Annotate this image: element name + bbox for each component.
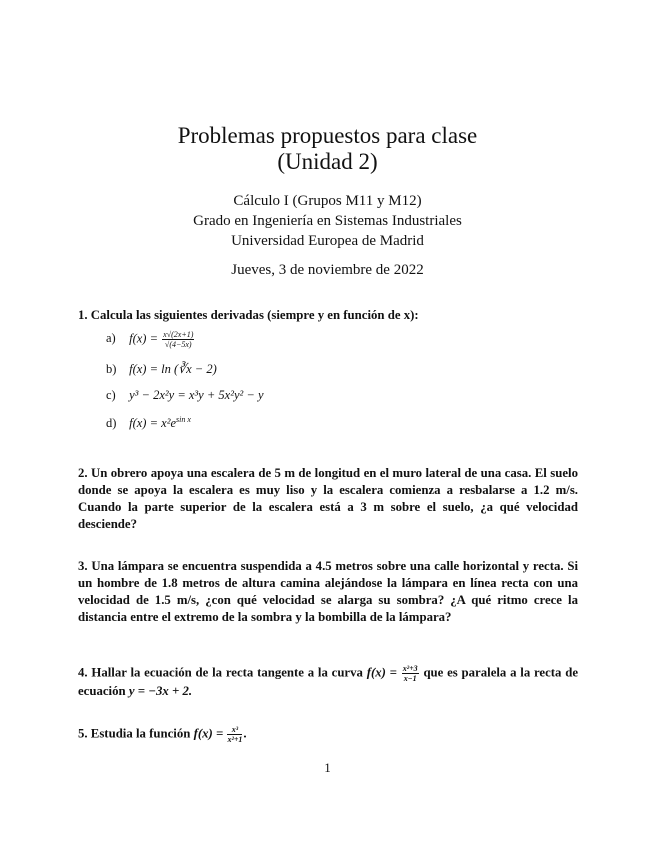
problem-4-fraction bbox=[402, 664, 419, 683]
document-date: Jueves, 3 de noviembre de 2022 bbox=[231, 262, 424, 278]
problem-4-text-before: 4. Hallar la ecuación de la recta tangente a la curva bbox=[78, 665, 367, 680]
item-d-lhs: f(x) = x²e bbox=[129, 416, 176, 431]
problem-4-text-after: que es paralela a la recta de ecuación bbox=[78, 665, 579, 698]
page-number: 1 bbox=[324, 760, 331, 775]
item-a-fraction bbox=[162, 330, 194, 349]
degree-name: Grado en Ingeniería en Sistemas Industriales bbox=[193, 213, 462, 229]
problem-5-text-before: 5. Estudia la función bbox=[78, 726, 194, 741]
problem-2-statement: 2. Un obrero apoya una escalera de 5 m de longitud en el muro lateral de una casa. El suelo donde se apoya la escalera es muy liso y la escalera comienza a resbalarse a 1.2 m/s. Cuando la parte superior de la escalera está a 3 m sobre el suelo, ¿a qué velocidad desciende? bbox=[78, 466, 578, 531]
item-a-lhs: f(x) = bbox=[129, 331, 162, 346]
problem-5-statement bbox=[78, 725, 578, 744]
item-label: a) bbox=[106, 331, 116, 346]
item-label: d) bbox=[106, 416, 117, 431]
item-label: b) bbox=[106, 362, 117, 376]
university-name: Universidad Europea de Madrid bbox=[231, 233, 424, 249]
item-c-expression: y³ − 2x²y = x³y + 5x²y² − y bbox=[129, 388, 264, 402]
problem-5-fraction bbox=[227, 725, 242, 744]
problem-4-denominator: x−1 bbox=[403, 674, 417, 683]
title-line-2: (Unidad 2) bbox=[277, 149, 378, 174]
problem-5-denominator: x²+1 bbox=[227, 735, 243, 744]
problem-1-statement: 1. Calcula las siguientes derivadas (siempre y en función de x): bbox=[78, 308, 419, 322]
problem-4-function-lhs: f(x) = bbox=[366, 665, 401, 680]
item-a-denominator: √(4−5x) bbox=[164, 340, 192, 349]
problem-5-function-lhs: f(x) = bbox=[193, 726, 227, 741]
problem-3-statement: 3. Una lámpara se encuentra suspendida a 4.5 metros sobre una calle horizontal y recta. Si un hombre de 1.8 metros de altura camina alejándose la lámpara en línea recta con una velocidad de 1.5 m/s, ¿con qué velocidad se alarga su sombra? ¿A qué ritmo crece la distancia entre el extremo de la sombra y la bombilla de la lámpara? bbox=[78, 559, 578, 624]
problem-5-numerator: x³ bbox=[227, 725, 242, 735]
course-name: Cálculo I (Grupos M11 y M12) bbox=[233, 193, 422, 209]
problem-4-statement bbox=[78, 664, 578, 700]
problem-5-text-after: . bbox=[243, 726, 247, 741]
problem-1-item-a bbox=[106, 330, 195, 349]
problem-1-item-b bbox=[106, 361, 217, 377]
problem-4-line-equation: y = −3x + 2. bbox=[128, 684, 193, 698]
item-label: c) bbox=[106, 388, 116, 402]
problem-1-item-c bbox=[106, 387, 264, 403]
item-b-expression: f(x) = ln (∛x − 2) bbox=[129, 362, 217, 376]
problem-1-item-d bbox=[106, 412, 191, 431]
item-d-exponent: sin x bbox=[176, 415, 191, 424]
problem-4-numerator: x²+3 bbox=[402, 664, 418, 673]
item-a-numerator: x√(2x+1) bbox=[163, 330, 194, 339]
title-line-1: Problemas propuestos para clase bbox=[177, 123, 478, 148]
